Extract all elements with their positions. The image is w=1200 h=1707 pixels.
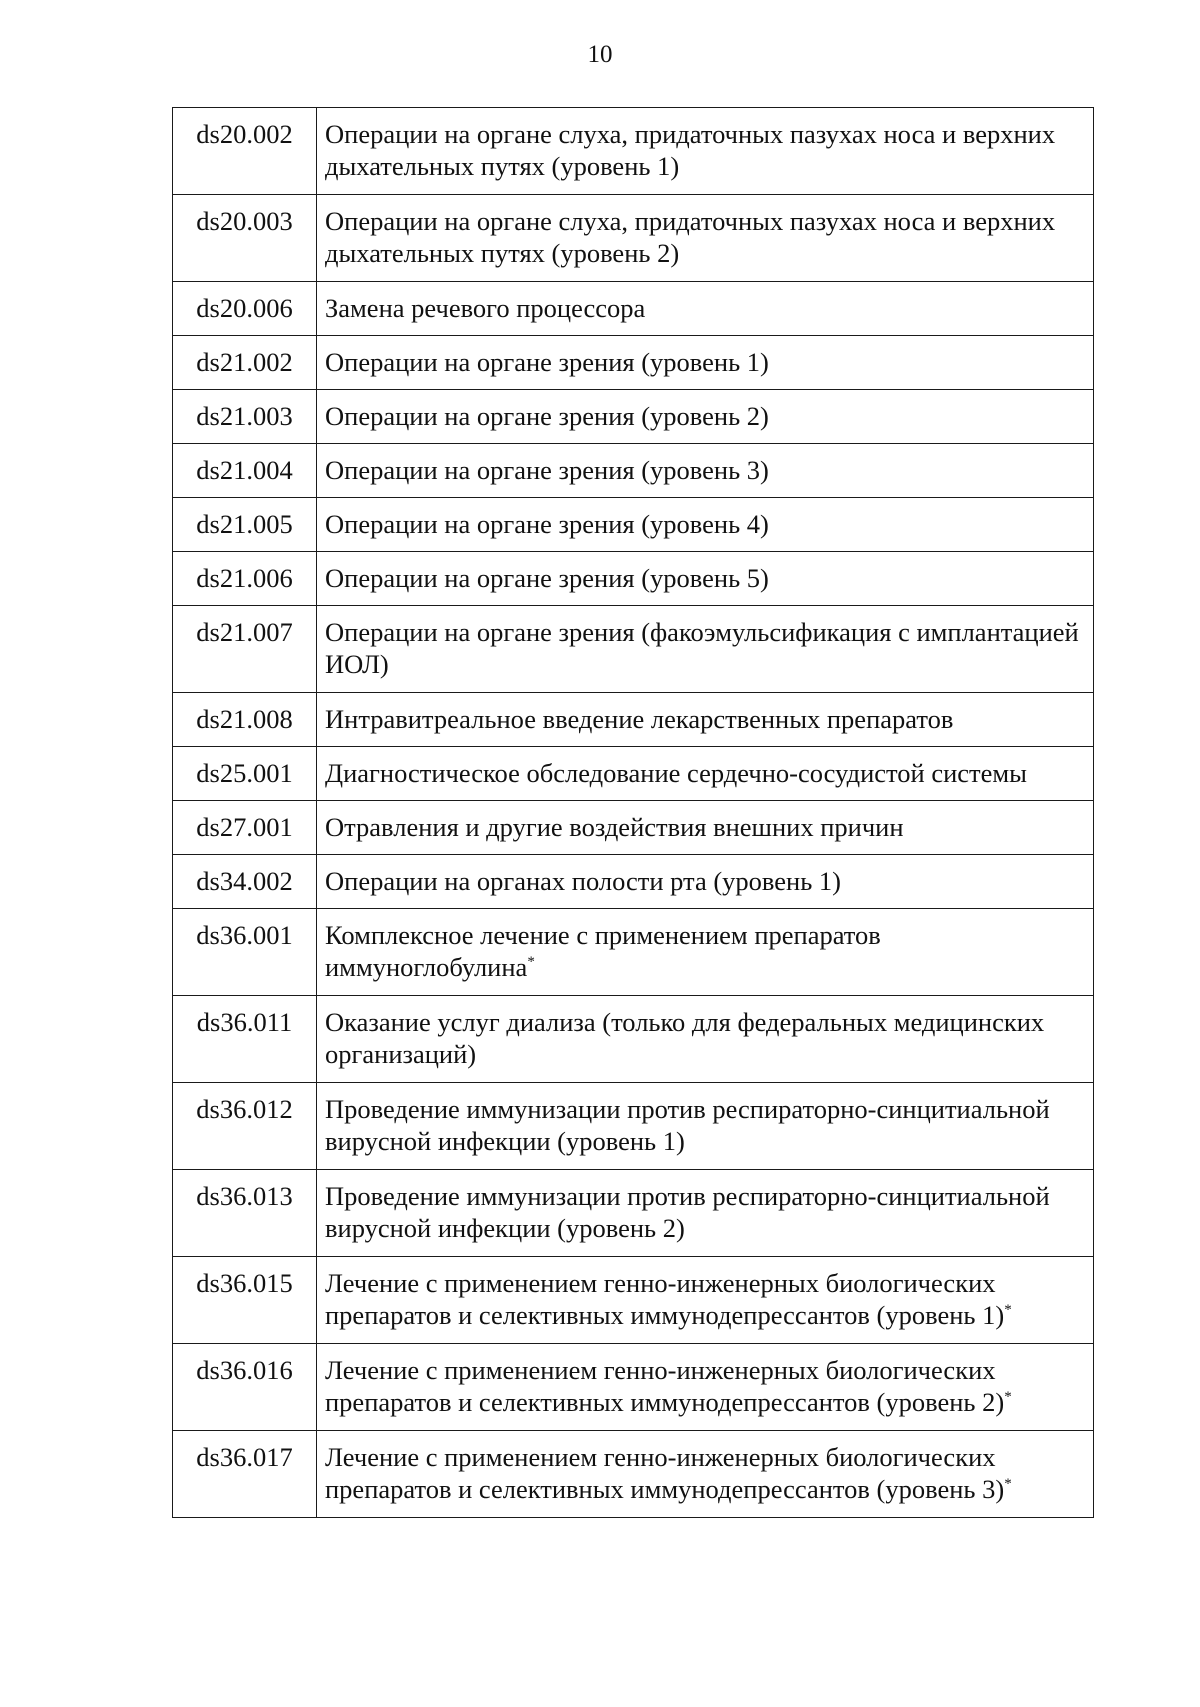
row-description-cell <box>317 801 1094 855</box>
row-description: Операции на органе зрения (уровень 3) <box>325 455 769 485</box>
row-description: Операции на органе зрения (уровень 4) <box>325 509 769 539</box>
row-description-cell <box>317 498 1094 552</box>
table-row <box>173 801 1094 855</box>
footnote-mark: * <box>1004 1302 1012 1319</box>
row-code: ds36.001 <box>173 909 317 996</box>
row-code: ds21.005 <box>173 498 317 552</box>
table-row <box>173 1170 1094 1257</box>
footnote-mark: * <box>1004 1476 1012 1493</box>
row-code: ds36.015 <box>173 1257 317 1344</box>
row-code: ds36.016 <box>173 1344 317 1431</box>
row-description-cell <box>317 336 1094 390</box>
row-description: Проведение иммунизации против респираторно-синцитиальной вирусной инфекции (уровень 2) <box>325 1181 1050 1243</box>
row-code: ds21.002 <box>173 336 317 390</box>
row-code: ds25.001 <box>173 747 317 801</box>
table-row <box>173 693 1094 747</box>
row-description-cell <box>317 1257 1094 1344</box>
row-code: ds36.011 <box>173 996 317 1083</box>
table-row <box>173 606 1094 693</box>
row-description: Отравления и другие воздействия внешних причин <box>325 812 904 842</box>
row-description: Операции на органе слуха, придаточных пазухах носа и верхних дыхательных путях (уровень 1) <box>325 119 1056 181</box>
row-description-cell <box>317 1431 1094 1518</box>
row-code: ds20.003 <box>173 195 317 282</box>
table-row <box>173 444 1094 498</box>
row-description: Проведение иммунизации против респираторно-синцитиальной вирусной инфекции (уровень 1) <box>325 1094 1050 1156</box>
row-description-cell <box>317 444 1094 498</box>
table-row <box>173 996 1094 1083</box>
row-description-cell <box>317 282 1094 336</box>
row-description-cell <box>317 1083 1094 1170</box>
row-description-cell <box>317 195 1094 282</box>
row-code: ds36.012 <box>173 1083 317 1170</box>
row-description: Замена речевого процессора <box>325 293 646 323</box>
row-description: Операции на органе зрения (уровень 2) <box>325 401 769 431</box>
footnote-mark: * <box>527 954 535 971</box>
row-code: ds34.002 <box>173 855 317 909</box>
footnote-mark: * <box>1004 1389 1012 1406</box>
table-row <box>173 1344 1094 1431</box>
row-description: Интравитреальное введение лекарственных препаратов <box>325 704 954 734</box>
row-description-cell <box>317 747 1094 801</box>
row-description: Лечение с применением генно-инженерных биологических препаратов и селективных иммунодепрессантов (уровень 3) <box>325 1442 1005 1504</box>
row-description: Лечение с применением генно-инженерных биологических препаратов и селективных иммунодепрессантов (уровень 1) <box>325 1268 1005 1330</box>
table-row <box>173 747 1094 801</box>
codes-table <box>172 107 1094 1518</box>
row-description: Операции на органе слуха, придаточных пазухах носа и верхних дыхательных путях (уровень 2) <box>325 206 1056 268</box>
row-code: ds20.006 <box>173 282 317 336</box>
table-row <box>173 282 1094 336</box>
row-code: ds21.008 <box>173 693 317 747</box>
row-code: ds27.001 <box>173 801 317 855</box>
table-row <box>173 1083 1094 1170</box>
table-row <box>173 909 1094 996</box>
row-description: Комплексное лечение с применением препаратов иммуноглобулина <box>325 920 881 982</box>
row-description-cell <box>317 909 1094 996</box>
table-row <box>173 1431 1094 1518</box>
row-code: ds36.017 <box>173 1431 317 1518</box>
row-description-cell <box>317 996 1094 1083</box>
page-number: 10 <box>587 41 613 68</box>
row-code: ds20.002 <box>173 108 317 195</box>
row-code: ds36.013 <box>173 1170 317 1257</box>
table-body <box>173 108 1094 1518</box>
row-description-cell <box>317 855 1094 909</box>
table-row <box>173 336 1094 390</box>
row-description-cell <box>317 390 1094 444</box>
table-row <box>173 108 1094 195</box>
row-code: ds21.004 <box>173 444 317 498</box>
row-description-cell <box>317 552 1094 606</box>
row-code: ds21.007 <box>173 606 317 693</box>
table-row <box>173 855 1094 909</box>
table-row <box>173 552 1094 606</box>
row-description-cell <box>317 1170 1094 1257</box>
row-description: Диагностическое обследование сердечно-сосудистой системы <box>325 758 1027 788</box>
table-row <box>173 498 1094 552</box>
row-description: Операции на органах полости рта (уровень 1) <box>325 866 841 896</box>
row-description: Операции на органе зрения (уровень 5) <box>325 563 769 593</box>
row-description-cell <box>317 693 1094 747</box>
row-description-cell <box>317 606 1094 693</box>
table-row <box>173 1257 1094 1344</box>
row-description-cell <box>317 108 1094 195</box>
row-description: Лечение с применением генно-инженерных биологических препаратов и селективных иммунодепрессантов (уровень 2) <box>325 1355 1005 1417</box>
row-code: ds21.006 <box>173 552 317 606</box>
row-description: Операции на органе зрения (уровень 1) <box>325 347 769 377</box>
row-description-cell <box>317 1344 1094 1431</box>
table-row <box>173 390 1094 444</box>
row-code: ds21.003 <box>173 390 317 444</box>
table-row <box>173 195 1094 282</box>
row-description: Оказание услуг диализа (только для федеральных медицинских организаций) <box>325 1007 1045 1069</box>
row-description: Операции на органе зрения (факоэмульсификация с имплантацией ИОЛ) <box>325 617 1079 679</box>
